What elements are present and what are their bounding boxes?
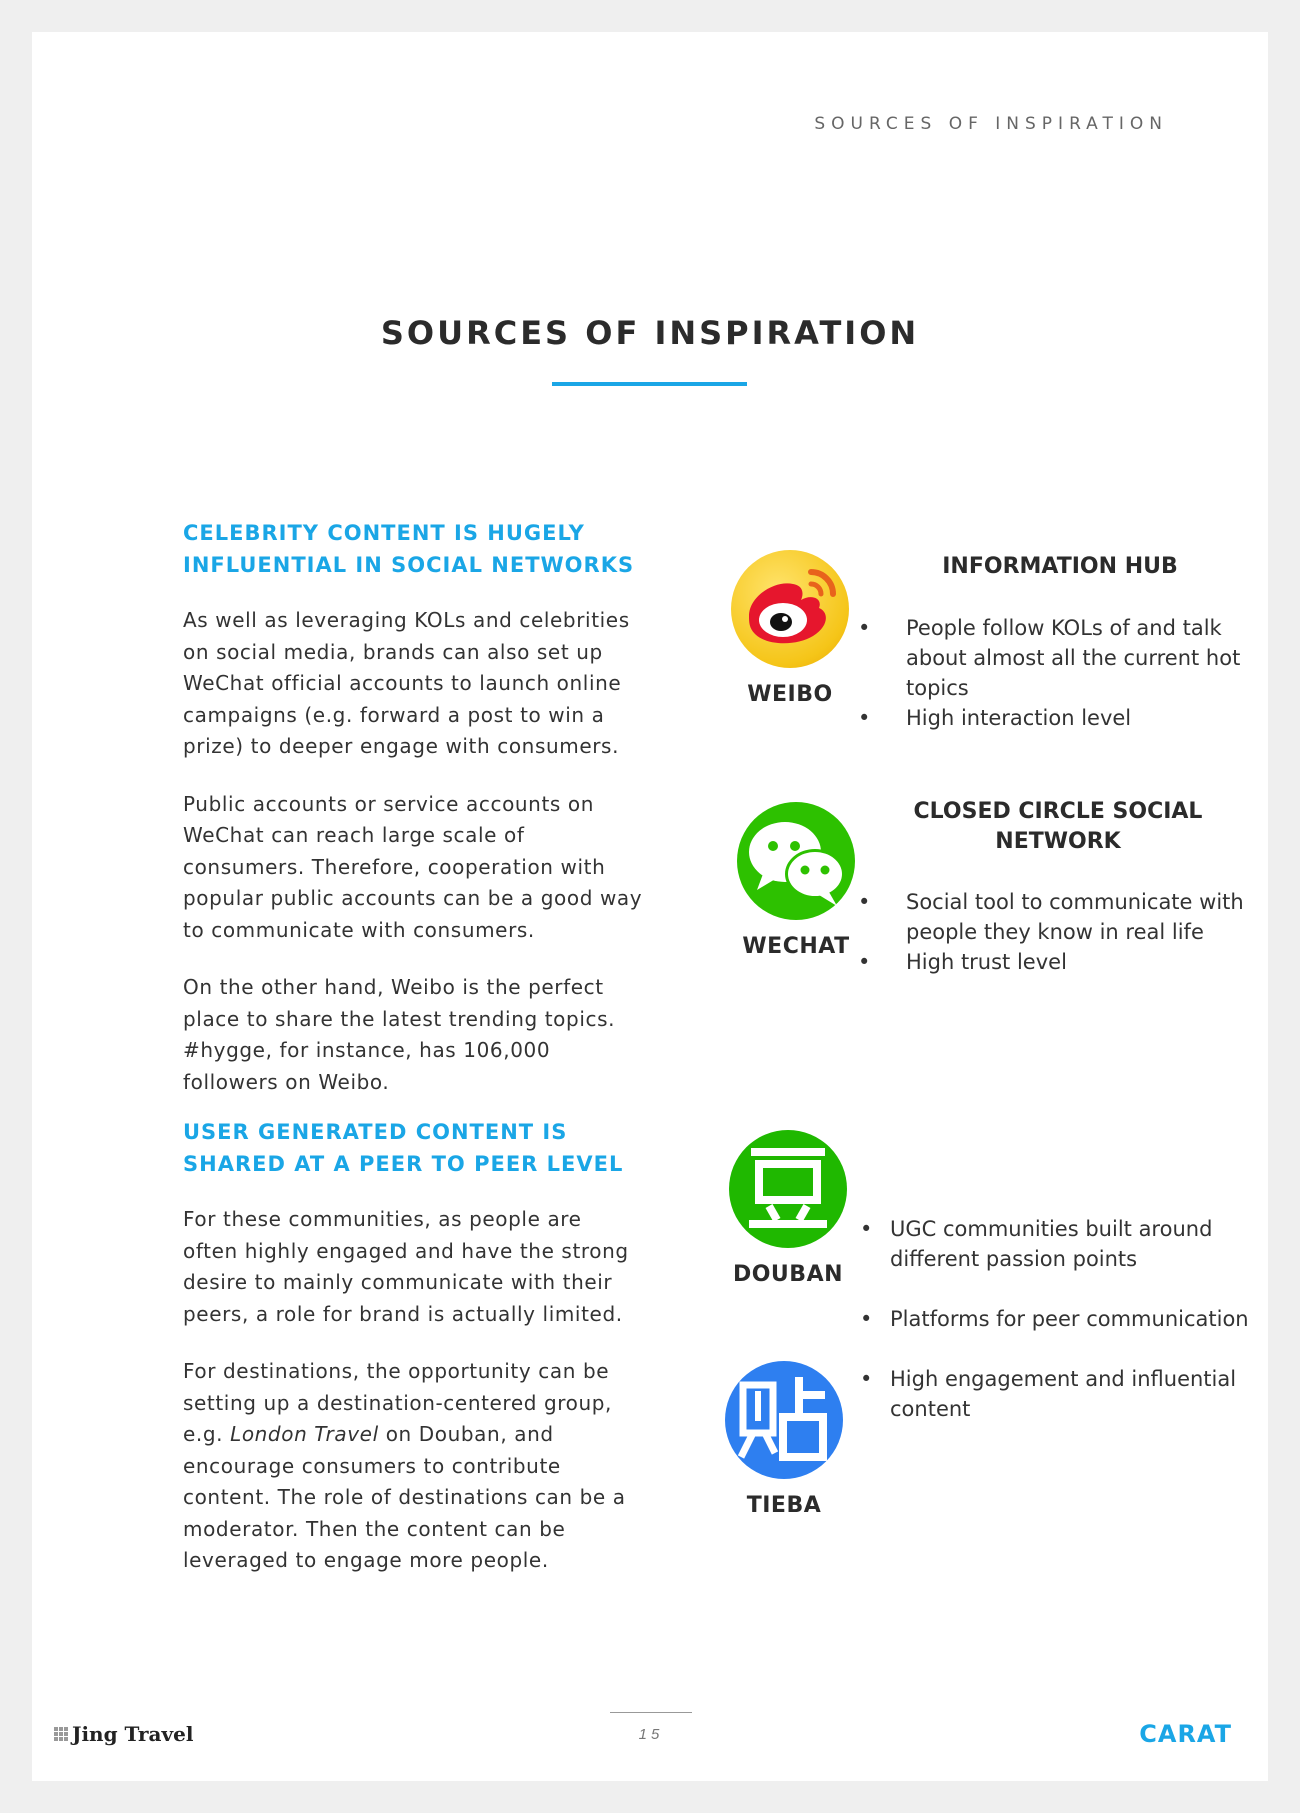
platform-name-weibo: WEIBO [747,682,833,707]
subhead-ugc: USER GENERATED CONTENT IS SHARED AT A PEER TO PEER LEVEL [183,1120,624,1176]
subhead-celebrity: CELEBRITY CONTENT IS HUGELY INFLUENTIAL IN SOCIAL NETWORKS [183,521,635,577]
platform-tieba [714,1361,854,1518]
platform-weibo [720,550,860,707]
heading-information-hub: INFORMATION HUB [942,554,1178,579]
page-number: 15 [638,1726,664,1743]
tieba-logo-icon [725,1361,843,1479]
weibo-bullets [858,613,1288,733]
carat-logo: CARAT [1139,1720,1232,1748]
platform-wechat [726,802,866,959]
platform-name-douban: DOUBAN [732,1262,844,1287]
footer-rule [610,1712,692,1713]
wechat-bullets [858,887,1288,977]
heading-closed-circle: CLOSED CIRCLE SOCIAL NETWORK [913,799,1203,854]
list-item: • High engagement and influential content [860,1364,1290,1424]
platform-name-wechat: WECHAT [742,934,850,959]
left-column [183,517,643,1603]
page-title: SOURCES OF INSPIRATION [380,314,920,352]
list-item: • Platforms for peer communication [860,1304,1290,1334]
list-item: • People follow KOLs of and talk about almost all the current hot topics [858,613,1288,703]
running-header: SOURCES OF INSPIRATION [814,114,1168,134]
platform-name-tieba: TIEBA [746,1493,822,1518]
list-item: • High interaction level [858,703,1288,733]
title-underline [552,382,747,386]
wechat-logo-icon [737,802,855,920]
london-travel-italic: London Travel [230,1422,379,1446]
weibo-logo-icon [731,550,849,668]
list-item: • Social tool to communicate with people they know in real life [858,887,1288,947]
paragraph-communities: For these communities, as people are often highly engaged and have the strong desire to mainly communicate with their peers, a role for brand is actually limited. [183,1207,629,1326]
paragraph-kols: As well as leveraging KOLs and celebrities on social media, brands can also set up WeChat official accounts to launch online campaigns (e.g. forward a post to win a prize) to deeper engage with consumers. [183,608,630,758]
jing-travel-mark-icon [54,1727,68,1741]
paragraph-public-accounts: Public accounts or service accounts on WeChat can reach large scale of consumers. Therefore, cooperation with popular public accounts can be a good way to communicate with consumers. [183,791,643,942]
brand-left-text: Jing Travel [72,1722,194,1746]
paragraph-destinations: For destinations, the opportunity can be setting up a destination-centered group, e.g. London Travel on Douban, and encourage consumers to contribute content. The role of destinations can be a moderator. Then the content can be leveraged to engage more people. [183,1359,626,1572]
list-item: • UGC communities built around different passion points [860,1214,1290,1274]
platform-douban [718,1130,858,1287]
page [32,32,1268,1781]
paragraph-weibo: On the other hand, Weibo is the perfect place to share the latest trending topics. #hygge, for instance, has 106,000 followers on Weibo. [183,975,616,1094]
douban-logo-icon [729,1130,847,1248]
jing-travel-logo [54,1722,193,1746]
list-item: • High trust level [858,947,1288,977]
douban-bullets [860,1214,1290,1454]
